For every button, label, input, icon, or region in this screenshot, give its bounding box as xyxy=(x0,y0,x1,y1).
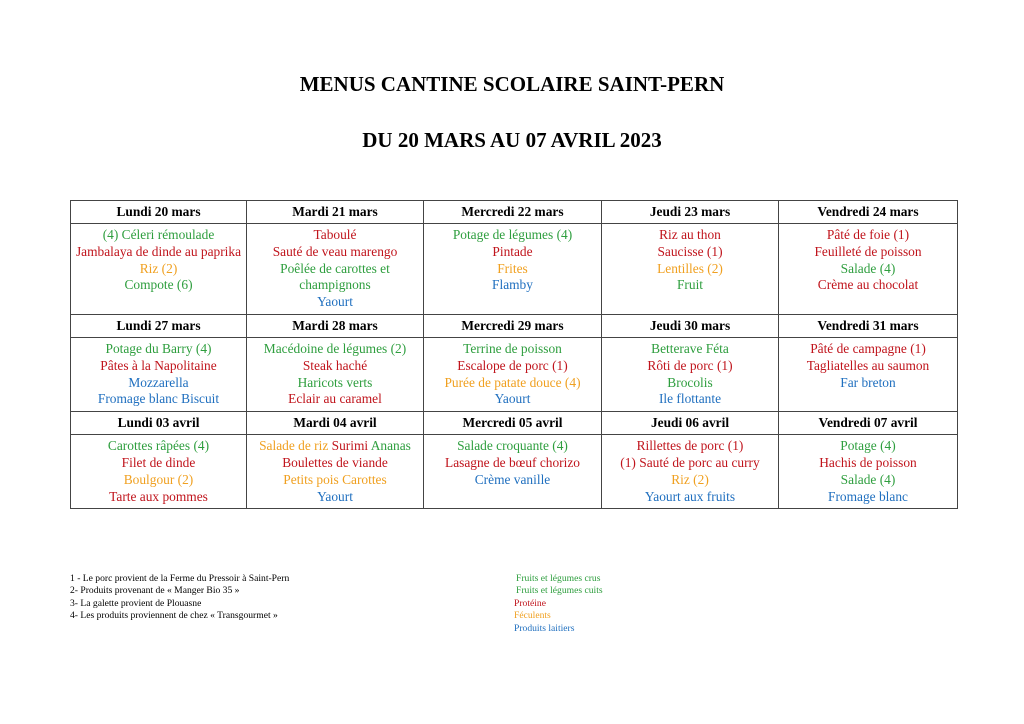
dish-item: Pâté de campagne (1) xyxy=(810,341,926,356)
dish-item: Jambalaya de dinde au paprika xyxy=(75,243,242,259)
dish-item: (4) Céleri rémoulade xyxy=(102,227,215,242)
day-header: Vendredi 07 avril xyxy=(779,412,958,435)
dish-item: Riz au thon xyxy=(659,227,721,242)
dish-item: (1) Sauté de porc au curry xyxy=(620,454,760,470)
legend-item: Fruits et légumes cuits xyxy=(516,585,603,597)
legend-item: Produits laitiers xyxy=(514,622,575,634)
day-header: Mardi 04 avril xyxy=(247,412,424,435)
dish-item: Crème au chocolat xyxy=(817,277,919,293)
dish-item: Fromage blanc xyxy=(828,488,908,504)
day-header: Mardi 28 mars xyxy=(247,315,424,338)
dish-item: Petits pois Carottes xyxy=(283,471,387,487)
day-header: Lundi 20 mars xyxy=(71,201,247,224)
dish-item: Boulgour (2) xyxy=(123,471,194,487)
dish-item: Yaourt aux fruits xyxy=(644,488,736,504)
dish-item: Boulettes de viande xyxy=(282,454,388,470)
menu-table xyxy=(70,200,958,509)
day-menu xyxy=(71,435,247,509)
color-legend xyxy=(512,573,603,635)
dish-item: Surimi xyxy=(331,438,369,454)
dish-item: Pâtes à la Napolitaine xyxy=(100,357,217,373)
menu-row xyxy=(71,338,958,412)
dish-item: Salade de riz xyxy=(259,438,329,454)
legend-item: Protéine xyxy=(514,597,546,609)
dish-item: Ananas xyxy=(370,438,411,454)
day-header: Mardi 21 mars xyxy=(247,201,424,224)
dish-item: Tarte aux pommes xyxy=(109,488,208,504)
dish-item: Salade (4) xyxy=(840,260,896,276)
dish-item: Crème vanille xyxy=(474,471,551,487)
dish-item: Rôti de porc (1) xyxy=(647,357,733,373)
dish-item: Mozzarella xyxy=(128,374,189,390)
day-menu xyxy=(424,224,602,315)
footnote: 2- Produits provenant de « Manger Bio 35 » xyxy=(70,585,240,597)
menu-row xyxy=(71,435,958,509)
dish-item: Lentilles (2) xyxy=(657,260,723,276)
dish-item: Fruit xyxy=(676,277,704,293)
dish-item: Riz (2) xyxy=(139,260,178,276)
day-menu xyxy=(71,338,247,412)
dish-item: Carottes râpées (4) xyxy=(107,438,210,454)
day-header: Mercredi 22 mars xyxy=(424,201,602,224)
day-menu xyxy=(602,338,779,412)
page-subtitle: DU 20 MARS AU 07 AVRIL 2023 xyxy=(362,128,662,152)
day-header: Jeudi 30 mars xyxy=(602,315,779,338)
footnote: 4- Les produits proviennent de chez « Transgourmet » xyxy=(70,610,278,622)
dish-item: Fromage blanc Biscuit xyxy=(97,391,220,407)
page-title: MENUS CANTINE SCOLAIRE SAINT-PERN xyxy=(299,72,725,96)
legend-item: Fruits et légumes crus xyxy=(516,573,601,584)
footnote: 1 - Le porc provient de la Ferme du Pressoir à Saint-Pern xyxy=(70,573,290,584)
day-menu xyxy=(424,435,602,509)
dish-item: Brocolis xyxy=(667,374,713,390)
dish-item: Terrine de poisson xyxy=(463,341,562,356)
day-menu xyxy=(602,435,779,509)
dish-item: Compote (6) xyxy=(124,277,193,293)
dish-item: Salade croquante (4) xyxy=(457,438,568,454)
dish-item: Sauté de veau marengo xyxy=(272,243,398,259)
legend-item: Féculents xyxy=(514,610,551,622)
dish-item: Eclair au caramel xyxy=(288,391,382,407)
day-menu xyxy=(602,224,779,315)
dish-item: Purée de patate douce (4) xyxy=(444,374,581,390)
dish-item: Rillettes de porc (1) xyxy=(636,438,744,454)
menu-row xyxy=(71,224,958,315)
dish-item: Ile flottante xyxy=(658,391,722,407)
dish-item: Hachis de poisson xyxy=(819,454,917,470)
dish-item: Yaourt xyxy=(494,391,531,407)
day-menu xyxy=(779,338,958,412)
dish-item: Escalope de porc (1) xyxy=(457,357,568,373)
dish-item: Lasagne de bœuf chorizo xyxy=(445,454,580,470)
day-menu xyxy=(71,224,247,315)
dish-item: Yaourt xyxy=(317,294,353,310)
day-header-row xyxy=(71,201,958,224)
dish-item: Macédoine de légumes (2) xyxy=(263,341,407,356)
dish-item: Frites xyxy=(497,260,528,276)
dish-item: Potage de légumes (4) xyxy=(452,227,573,242)
day-menu xyxy=(779,224,958,315)
dish-item: Yaourt xyxy=(317,488,353,504)
dish-item: Haricots verts xyxy=(297,374,373,390)
day-header: Mercredi 29 mars xyxy=(424,315,602,338)
dish-item: Feuilleté de poisson xyxy=(814,243,922,259)
day-menu xyxy=(247,338,424,412)
day-header: Jeudi 06 avril xyxy=(602,412,779,435)
dish-line xyxy=(249,438,421,455)
day-menu xyxy=(247,224,424,315)
day-header: Mercredi 05 avril xyxy=(424,412,602,435)
dish-item: Taboulé xyxy=(313,227,357,242)
day-header-row xyxy=(71,412,958,435)
dish-item: Poêlée de carottes et champignons xyxy=(280,260,390,293)
dish-item: Tagliatelles au saumon xyxy=(806,357,930,373)
dish-item: Saucisse (1) xyxy=(657,243,723,259)
footnotes xyxy=(70,573,289,623)
day-header: Vendredi 31 mars xyxy=(779,315,958,338)
day-header: Jeudi 23 mars xyxy=(602,201,779,224)
dish-item: Potage du Barry (4) xyxy=(105,341,212,356)
day-header: Lundi 03 avril xyxy=(71,412,247,435)
footnote: 3- La galette provient de Plouasne xyxy=(70,597,202,609)
day-header: Lundi 27 mars xyxy=(71,315,247,338)
dish-item: Salade (4) xyxy=(840,471,896,487)
dish-item: Pintade xyxy=(492,243,533,259)
menu-table-body xyxy=(71,201,958,509)
day-header-row xyxy=(71,315,958,338)
day-header: Vendredi 24 mars xyxy=(779,201,958,224)
dish-item: Flamby xyxy=(492,277,533,293)
dish-item: Filet de dinde xyxy=(121,454,196,470)
dish-item: Steak haché xyxy=(302,357,368,373)
day-menu xyxy=(424,338,602,412)
dish-item: Betterave Féta xyxy=(651,341,729,356)
dish-item: Far breton xyxy=(840,374,896,390)
dish-item: Potage (4) xyxy=(840,438,896,454)
day-menu xyxy=(779,435,958,509)
dish-item: Riz (2) xyxy=(671,471,709,487)
dish-item: Pâté de foie (1) xyxy=(826,227,910,242)
day-menu xyxy=(247,435,424,509)
